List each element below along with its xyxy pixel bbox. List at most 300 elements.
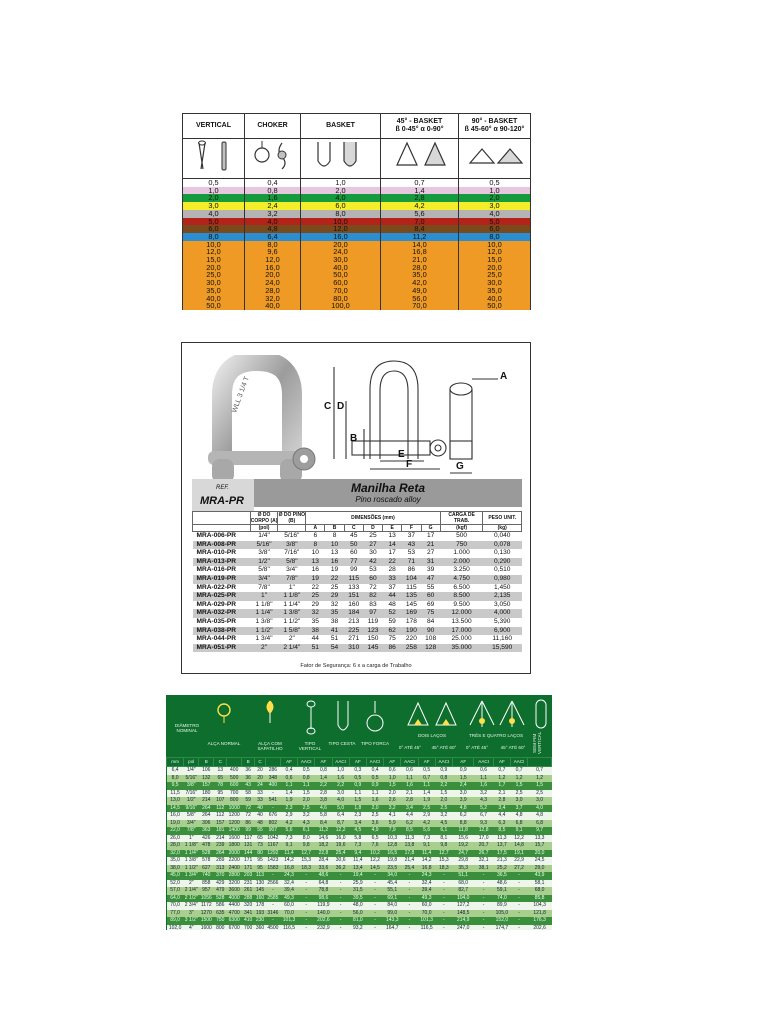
shackle-cell: 83 (369, 600, 377, 608)
shackle-cell: 1" (250, 592, 278, 601)
green-cell: 9,5 (167, 782, 184, 790)
green-table-row (167, 827, 552, 835)
header-ang2: 45° ATÉ 60° (431, 745, 457, 750)
green-cell: 16,5 (384, 850, 401, 858)
shackle-row (193, 644, 522, 653)
green-cell: - (401, 895, 418, 903)
green-cell: 3,9 (452, 797, 474, 805)
unit-cell (193, 525, 251, 532)
sling-cell: 15,0 (183, 256, 245, 264)
green-cell: 106 (199, 767, 214, 775)
green-subheader-cell: AACI (332, 758, 349, 767)
green-cell: 264 (199, 805, 214, 813)
shackle-cell: 225 (344, 627, 363, 636)
green-cell: - (474, 917, 493, 925)
green-cell: - (511, 887, 528, 895)
green-cell: 363 (199, 827, 214, 835)
green-cell: 10,3 (384, 835, 401, 843)
green-cell: 4,9 (366, 827, 383, 835)
sling-cell: 49,0 (381, 287, 459, 295)
shackle-ref-code: MRA-032-PR (193, 609, 251, 618)
shackle-cell: 27 (363, 541, 382, 550)
shackle-cell: 0,078 (483, 541, 522, 550)
shackle-row (193, 635, 522, 644)
green-cell: - (298, 902, 315, 910)
dim-label-f: F (406, 459, 413, 470)
unit-cell: A (306, 525, 325, 532)
sling-cell: 40,0 (301, 264, 381, 272)
green-cell: 907 (265, 827, 280, 835)
green-cell: 676 (265, 812, 280, 820)
shackle-cell: 5,390 (493, 617, 511, 625)
green-cell: 2,3 (280, 805, 297, 813)
green-cell: - (401, 887, 418, 895)
green-cell: 0,4 (366, 767, 383, 775)
green-cell: 8,5 (493, 827, 510, 835)
green-cell: - (401, 925, 418, 931)
green-cell: 12,2 (332, 827, 349, 835)
unit-cell: (kg) (483, 525, 522, 532)
green-cell: 230 (255, 917, 265, 923)
green-cell: 2,2 (315, 782, 332, 790)
green-cell: 214 (199, 797, 214, 805)
tipo-cesta-icon (334, 699, 352, 735)
green-cell: 1,6 (366, 797, 383, 805)
green-cell: 78,8 (315, 887, 332, 895)
green-cell: 16,8 (280, 865, 297, 873)
green-cell: 7/16" (185, 789, 197, 796)
green-table-row (167, 857, 552, 865)
green-cell: - (511, 895, 528, 903)
shackle-cell: 25 (330, 583, 339, 591)
green-cell: 0,8 (315, 767, 332, 775)
green-cell: 289 (214, 857, 227, 865)
shackle-cell: 29 (311, 600, 319, 608)
shackle-cell: 3/8" (258, 549, 270, 557)
shackle-cell: 169 (402, 609, 421, 618)
sling-cell: 40,0 (245, 302, 301, 310)
green-cell: 1,4 (418, 790, 435, 798)
green-cell-sem-fim: 0,7 (528, 767, 552, 775)
green-cell: 313 (214, 865, 227, 873)
green-cell: - (366, 872, 383, 880)
sling-cell: 50,0 (459, 302, 531, 310)
sling-cell: 28,0 (245, 287, 301, 295)
green-cell: 3" (184, 910, 199, 918)
green-cell: 17,5 (493, 850, 510, 858)
green-cell: 59 (242, 797, 255, 805)
green-cell: 1,1 (418, 782, 435, 790)
sling-cell: 4,0 (183, 210, 245, 218)
green-cell: 36,2 (332, 865, 349, 873)
green-subheader-cell: AACI (435, 758, 452, 767)
shackle-cell: 69 (426, 600, 435, 608)
green-cell: 1,7 (493, 782, 510, 790)
shackle-cell: 37 (388, 583, 396, 591)
green-cell: 74,0 (493, 895, 510, 903)
green-cell-sem-fim: 68,0 (528, 887, 552, 895)
tres-quatro-lacos-icon (466, 699, 528, 731)
sling-table-body (183, 179, 531, 310)
product-title: Manilha Reta (350, 481, 425, 495)
shackle-cell: 29 (325, 592, 344, 601)
shackle-cell: 1 1/4" (283, 600, 301, 608)
sem-fim-icon (534, 699, 548, 729)
header-alca-sapatilho: ALÇA COM SAPATILHO (257, 741, 283, 751)
green-table-row (167, 902, 552, 910)
shackle-stamp: WLL 3 1/4 T (231, 375, 251, 414)
green-cell: 171 (242, 865, 255, 873)
sling-cell: 4,0 (245, 218, 301, 226)
green-cell: 1000 (228, 804, 240, 811)
header-dois-lacos: DOIS LAÇOS (417, 733, 447, 738)
shackle-cell: 750 (440, 541, 483, 550)
green-cell: 6,3 (493, 820, 510, 828)
green-cell: 10,2 (366, 850, 383, 858)
green-subheader-cell: B (199, 758, 214, 767)
sling-header-basket: BASKET (301, 114, 381, 139)
green-cell: 2200 (228, 857, 240, 863)
green-cell: 1,6 (401, 782, 418, 790)
shackle-row (193, 592, 522, 601)
green-cell: 400 (265, 782, 280, 790)
green-cell: 56,0 (349, 910, 366, 918)
shackle-cell: 1 3/8" (278, 609, 306, 618)
shackle-cell: 14 (383, 541, 402, 550)
green-cell: 57,0 (167, 887, 184, 895)
green-cell: 23,5 (384, 865, 401, 873)
green-cell: 0,6 (280, 775, 297, 783)
green-cell: 264 (214, 850, 227, 858)
sling-cell: 8,0 (245, 241, 301, 249)
shackle-cell: 145 (363, 644, 382, 653)
sling-cell: 3,0 (459, 202, 531, 210)
green-cell: - (474, 887, 493, 895)
green-cell: 12,8 (474, 827, 493, 835)
shackle-cell: 2.000 (440, 558, 483, 567)
green-cell: 3,0 (452, 790, 474, 798)
green-cell-sem-fim: 176,3 (528, 917, 552, 925)
shackle-cell: 5/16" (284, 532, 300, 539)
green-cell: 0,6 (384, 767, 401, 775)
green-cell: 20 (255, 767, 266, 775)
green-cell: 59,1 (493, 887, 510, 895)
shackle-row (193, 541, 522, 550)
green-cell: 1 3/8" (184, 857, 198, 863)
green-cell: 4,8 (511, 812, 528, 820)
green-cell-sem-fim: 13,3 (528, 835, 552, 843)
green-cell: 214 (214, 835, 227, 843)
green-cell: 261 (242, 887, 255, 895)
shackle-cell: 41 (325, 627, 344, 636)
green-cell: 160 (255, 894, 265, 901)
green-cell: 1,4 (280, 790, 297, 798)
green-cell: 13,4 (349, 865, 366, 873)
green-cell: 6,5 (366, 835, 383, 843)
green-cell: 700 (242, 925, 255, 931)
sling-cell: 20,0 (245, 271, 301, 279)
green-cell: 65 (255, 835, 266, 843)
green-cell: 81,0 (349, 917, 366, 925)
green-cell: 174,7 (493, 925, 510, 931)
green-cell: 16,0 (332, 835, 349, 843)
green-cell: 45,4 (384, 880, 401, 888)
green-cell: 33,6 (315, 865, 332, 873)
green-cell: 2,5 (366, 812, 383, 820)
shackle-cell: 184 (344, 609, 363, 618)
green-cell: 171 (242, 857, 255, 865)
sling-cell: 10,0 (301, 218, 381, 226)
shackle-cell: 10 (311, 549, 319, 557)
green-cell: 4" (184, 925, 199, 931)
shackle-cell: 21 (421, 541, 440, 550)
green-cell: - (366, 880, 383, 888)
green-cell: 107 (214, 797, 227, 805)
green-cell: 60,0 (418, 902, 435, 910)
green-cell: 348 (265, 775, 280, 783)
green-cell: 38,0 (167, 865, 184, 873)
shackle-cell: 4,000 (483, 609, 522, 618)
sling-cell: 16,0 (301, 233, 381, 241)
shackle-cell: 150 (367, 635, 379, 643)
green-cell: 2 3/4" (184, 902, 198, 908)
green-subheader-cell (265, 758, 280, 767)
green-cell: 104,0 (452, 895, 474, 903)
green-cell: 15,3 (435, 857, 452, 865)
green-cell: 13,8 (401, 842, 418, 850)
green-cell: - (332, 925, 349, 931)
green-table-row (167, 775, 552, 783)
shackle-cell: 1 1/2" (250, 627, 278, 636)
green-cell: 101,3 (418, 917, 435, 925)
unit-cell: (kgf) (440, 525, 483, 532)
green-cell: - (401, 910, 418, 918)
green-cell: 2400 (228, 864, 240, 871)
green-cell: 9/16" (185, 804, 197, 811)
dim-label-d: D (337, 401, 345, 412)
header-tres-quatro: TRÊS E QUATRO LAÇOS (468, 733, 524, 738)
sling-header-choker: CHOKER (245, 114, 301, 139)
green-cell: 1,2 (493, 775, 510, 783)
green-cell: 28,0 (167, 842, 184, 850)
green-cell: - (435, 910, 452, 918)
green-cell: 0,6 (474, 767, 493, 775)
green-cell: 5,0 (332, 805, 349, 813)
shackle-cell: 50 (344, 541, 363, 550)
green-cell: 9,1 (511, 827, 528, 835)
green-cell: 95 (255, 857, 266, 865)
green-cell: 410 (242, 917, 255, 925)
green-cell: 1,1 (298, 782, 315, 790)
green-cell: 700 (227, 790, 242, 798)
green-cell: 0,5 (366, 775, 383, 783)
green-cell: 29,8 (452, 857, 474, 865)
green-cell: 2,5 (418, 805, 435, 813)
green-cell: 55 (255, 827, 266, 835)
sling-cell: 2,0 (459, 194, 531, 202)
green-cell: - (298, 895, 315, 903)
green-cell: - (332, 895, 349, 903)
green-cell: 0,9 (349, 782, 366, 790)
shackle-cell: 1 1/2" (283, 617, 301, 625)
sling-cell: 24,0 (245, 279, 301, 287)
green-table-row (167, 887, 552, 895)
green-cell: - (435, 887, 452, 895)
shackle-cell: 60 (363, 575, 382, 584)
shackle-cell: 160 (348, 600, 360, 608)
green-cell: 8,1 (435, 835, 452, 843)
green-cell: 1,1 (349, 790, 366, 798)
green-cell: 6,8 (511, 820, 528, 828)
green-cell: 40 (255, 805, 266, 813)
sling-row (183, 256, 531, 264)
green-cell: 36,5 (493, 872, 510, 880)
green-cell: 4,2 (418, 820, 435, 828)
green-subheader-cell: AF (280, 758, 297, 767)
shackle-cell: 220 (405, 635, 417, 643)
green-cell: 4,4 (401, 812, 418, 820)
green-subheader-row (167, 758, 552, 767)
green-table-row (167, 865, 552, 873)
shackle-cell: 82 (363, 592, 382, 601)
sling-row (183, 271, 531, 279)
shackle-cell: 75 (421, 609, 440, 618)
unit-cell: B (325, 525, 344, 532)
sling-cell: 21,0 (381, 256, 459, 264)
green-cell: 5/16" (185, 774, 197, 781)
shackle-cell: 54 (325, 644, 344, 653)
green-cell: 95 (255, 865, 266, 873)
green-cell: 89,9 (493, 902, 510, 910)
sling-cell: 7,0 (381, 218, 459, 226)
green-cell: 8,0 (298, 835, 315, 843)
shackle-cell: 38 (330, 617, 339, 625)
green-cell: 3,2 (435, 812, 452, 820)
shackle-cell: 25.000 (451, 635, 472, 643)
shackle-cell: 500 (456, 532, 468, 539)
shackle-cell: 47 (421, 575, 440, 584)
header-sem-fim: SEM FIM VERTICAL (532, 731, 542, 755)
shackle-cell: 19 (306, 575, 325, 584)
sling-row (183, 279, 531, 287)
shackle-cell: 9.500 (453, 600, 470, 608)
green-cell: - (298, 887, 315, 895)
shackle-row (193, 609, 522, 618)
green-cell: 19,1 (511, 850, 528, 858)
green-cell: 578 (199, 857, 214, 865)
shackle-cell: 52 (383, 609, 402, 618)
green-cell: 1600 (200, 924, 212, 930)
sling-cell: 2,4 (245, 202, 301, 210)
green-cell: 1,8 (349, 805, 366, 813)
green-subheader-cell: AF (384, 758, 401, 767)
sling-row (183, 202, 531, 210)
green-cell: 500 (227, 775, 242, 783)
shackle-cell: 53 (369, 566, 377, 574)
shackle-cell: 60 (350, 549, 358, 557)
green-cell: 30,6 (332, 857, 349, 865)
green-cell: 64,8 (315, 880, 332, 888)
dim-label-e: E (398, 449, 405, 460)
90-basket-sling-icon (459, 139, 531, 179)
sling-cell: 100,0 (301, 302, 381, 310)
green-cell-sem-fim: 121,8 (528, 910, 552, 918)
green-cell: 635 (214, 910, 227, 918)
sling-cell: 42,0 (381, 279, 459, 287)
header-tipo-vertical: TIPO VERTICAL (298, 741, 322, 751)
shackle-row (193, 532, 522, 541)
shackle-cell: 133 (348, 583, 360, 591)
sling-cell: 56,0 (381, 295, 459, 303)
shackle-cell: 44 (311, 635, 319, 643)
green-cell: 1,5 (384, 782, 401, 790)
shackle-cell: 135 (402, 592, 421, 601)
green-cell: 4,4 (493, 812, 510, 820)
green-cell: - (298, 925, 315, 931)
header-tipo-forca: TIPO FORCA (360, 741, 390, 746)
green-cell: 9,8 (435, 842, 452, 850)
sling-cell: 2,0 (183, 194, 245, 202)
green-cell: 157 (199, 782, 214, 790)
green-cell: 17,8 (401, 850, 418, 858)
green-cell: 2,2 (435, 782, 452, 790)
shackle-cell: 108 (425, 635, 437, 643)
sling-cell: 4,8 (245, 225, 301, 233)
green-cell: - (332, 910, 349, 918)
header-alca-normal: ALÇA NORMAL (207, 741, 241, 746)
green-cell: 13,7 (493, 842, 510, 850)
green-cell: - (474, 895, 493, 903)
green-cell: 3,0 (332, 790, 349, 798)
green-cell: 26,7 (474, 850, 493, 858)
shackle-ref-code: MRA-035-PR (196, 617, 237, 625)
green-cell: 3,4 (349, 820, 366, 828)
shackle-cell: 59 (388, 617, 396, 625)
unit-cell: F (402, 525, 421, 532)
green-cell: 15,3 (298, 857, 315, 865)
green-cell: 12,2 (366, 857, 383, 865)
shackle-cell: 22 (325, 575, 344, 584)
green-cell: 8,0 (167, 775, 184, 783)
shackle-cell: 1 1/8" (255, 600, 273, 608)
green-cell: 1,9 (280, 797, 297, 805)
green-subheader-cell: mm (167, 758, 184, 767)
sling-cell: 8,4 (381, 225, 459, 233)
green-cell: 1,5 (298, 790, 315, 798)
shackle-cell: 84 (426, 617, 435, 625)
green-cell: 60,0 (280, 902, 297, 910)
shackle-cell: 115 (344, 575, 363, 584)
green-cell: 2,9 (280, 812, 297, 820)
green-cell: 178 (255, 902, 265, 908)
green-cell: 306 (199, 820, 214, 828)
green-cell: 1042 (267, 834, 279, 841)
green-cell: 1270 (200, 909, 212, 916)
dim-label-c: C (324, 401, 332, 412)
sling-cell: 1,0 (459, 187, 531, 195)
green-cell: 12,7 (298, 850, 315, 858)
header-ang1: 0° ATÉ 45° (398, 745, 422, 750)
green-cell: 528 (199, 850, 214, 858)
green-cell: 800 (227, 797, 242, 805)
unit-cell: C (344, 525, 363, 532)
shackle-cell: 10 (325, 541, 344, 550)
green-cell: - (265, 887, 280, 895)
green-cell: - (366, 887, 383, 895)
header-corpo: Ø DO CORPO (A) (250, 512, 278, 524)
green-cell: 16,0 (167, 812, 184, 820)
shackle-cell: 13 (306, 558, 325, 567)
